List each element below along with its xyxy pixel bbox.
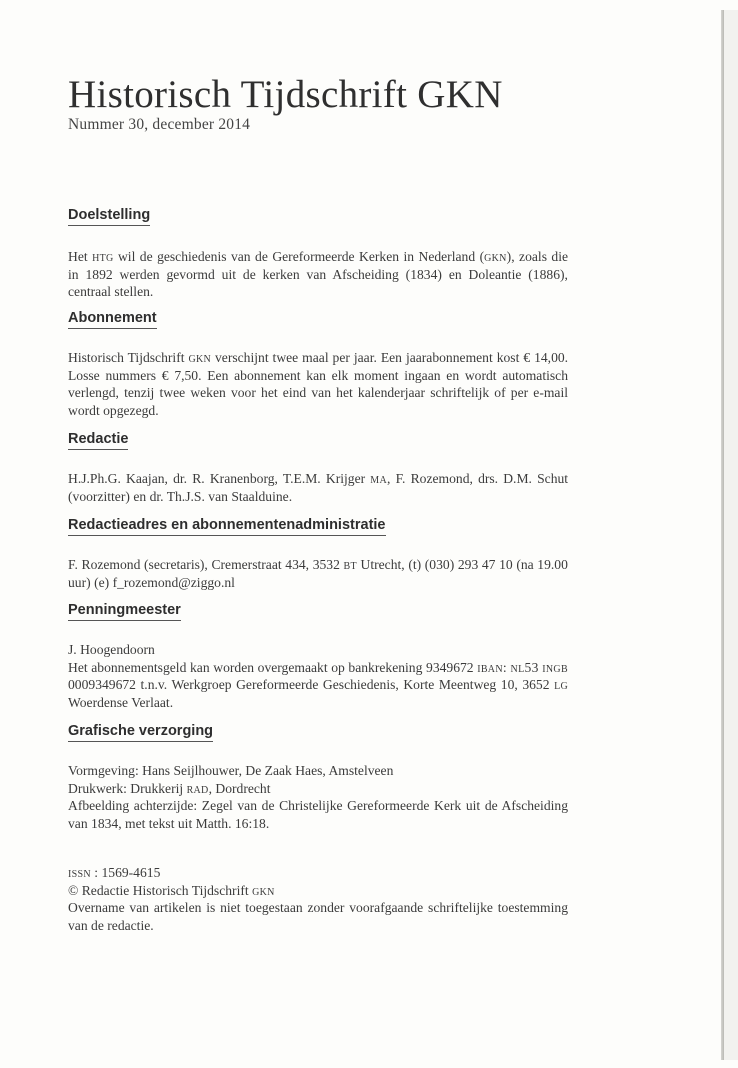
issue-subtitle: Nummer 30, december 2014 <box>68 116 251 133</box>
section-text: H.J.Ph.G. Kaajan, dr. R. Kranenborg, T.E.M. Krijger ma, F. Rozemond, drs. D.M. Schut (voorzitter) en dr. Th.J.S. van Staalduine. <box>68 471 569 504</box>
section-abonnement <box>68 309 568 419</box>
issn: issn : 1569-4615 <box>68 865 161 880</box>
section-heading: Penningmeester <box>68 602 181 621</box>
page-edge <box>721 10 724 1060</box>
journal-title: Historisch Tijdschrift GKN <box>68 73 503 116</box>
section-heading: Redactie <box>68 431 128 450</box>
section-redactieadres <box>68 516 568 591</box>
colophon <box>68 864 568 934</box>
section-heading: Doelstelling <box>68 207 150 226</box>
copyright: © Redactie Historisch Tijdschrift gkn <box>68 882 275 898</box>
section-text: Het abonnementsgeld kan worden overgemaakt op bankrekening 9349672 iban: nl53 ingb 0009349672 t.n.v. Werkgroep Gereformeerde Geschiedenis, Korte Meentweg 10, 3652 lg Woerdense Verlaat. <box>68 659 568 710</box>
section-text: Afbeelding achterzijde: Zegel van de Christelijke Gereformeerde Kerk uit de Afscheiding van 1834, met tekst uit Matth. 16:18. <box>68 798 568 831</box>
section-heading: Abonnement <box>68 310 157 329</box>
section-grafische-verzorging <box>68 722 568 832</box>
section-heading: Grafische verzorging <box>68 723 213 742</box>
section-penningmeester <box>68 601 568 711</box>
section-redactie <box>68 430 568 505</box>
document-page <box>68 73 569 933</box>
section-text: Drukwerk: Drukkerij rad, Dordrecht <box>68 780 271 796</box>
section-heading: Redactieadres en abonnementenadministratie <box>68 517 386 536</box>
section-text: J. Hoogendoorn <box>68 642 155 657</box>
reproduction-notice: Overname van artikelen is niet toegestaan zonder voorafgaande schriftelijke toestemming van de redactie. <box>68 900 568 933</box>
page-edge-shadow <box>724 10 738 1060</box>
section-doelstelling <box>68 206 568 301</box>
section-text: F. Rozemond (secretaris), Cremerstraat 434, 3532 bt Utrecht, (t) (030) 293 47 10 (na 19.00 uur) (e) f_rozemond@ziggo.nl <box>68 557 568 590</box>
section-text: Vormgeving: Hans Seijlhouwer, De Zaak Haes, Amstelveen <box>68 763 394 778</box>
section-text: Het htg wil de geschiedenis van de Gereformeerde Kerken in Nederland (gkn), zoals die in 1892 werden gevormd uit de kerken van Afscheiding (1834) en Doleantie (1886), centraal stellen. <box>68 249 569 299</box>
section-text: Historisch Tijdschrift gkn verschijnt twee maal per jaar. Een jaarabonnement kost € 14,00. Losse nummers € 7,50. Een abonnement kan elk moment ingaan en wordt automatisch verlengd, tenzij twee weken voor het eind van het kalenderjaar schriftelijk of per e-mail wordt opgezegd. <box>68 350 569 418</box>
